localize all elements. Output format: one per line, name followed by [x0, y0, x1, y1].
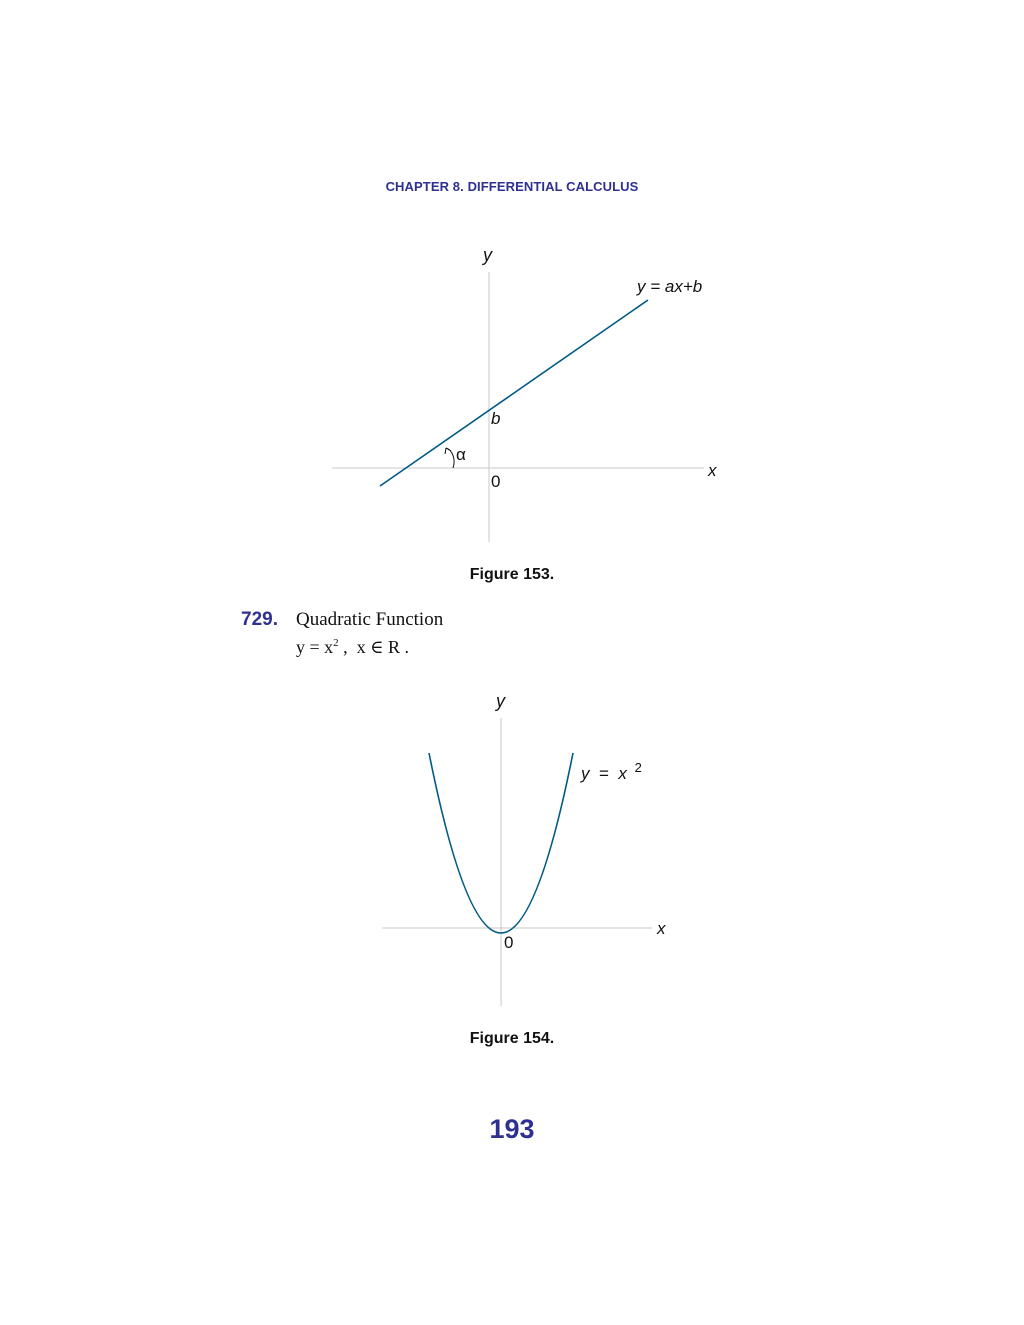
origin-label: 0: [504, 933, 514, 952]
figure-154-graph: [0, 680, 1024, 1080]
section-formula: [296, 637, 409, 658]
curve-label-lhs: y: [637, 277, 646, 296]
curve-label: [580, 760, 642, 783]
figure-154-caption: Figure 154.: [469, 1030, 555, 1047]
figure-153-caption: Figure 153.: [469, 566, 555, 583]
figure-153-graph: [0, 0, 1024, 560]
formula-domain: , x ∈ R .: [338, 637, 409, 657]
curve-label-lhs: y: [581, 764, 590, 783]
linear-curve: [380, 300, 648, 486]
running-head: CHAPTER 8. DIFFERENTIAL CALCULUS: [385, 179, 639, 194]
x-axis-label: x: [657, 919, 666, 938]
formula-main: y = x: [296, 637, 334, 657]
section-title: Quadratic Function: [296, 609, 444, 630]
curve-label: [636, 277, 702, 296]
curve-label-var: x: [618, 764, 627, 783]
angle-label: α: [456, 445, 466, 464]
page-number: 193: [489, 1114, 535, 1144]
curve-label-exponent: 2: [634, 760, 642, 775]
angle-arrowhead: [445, 448, 451, 454]
y-axis-label: y: [483, 245, 492, 265]
x-axis-label: x: [708, 461, 717, 480]
formula-exponent: 2: [333, 637, 339, 649]
y-axis-label: y: [496, 691, 505, 711]
intercept-label: b: [491, 409, 501, 428]
section-number: 729.: [241, 609, 278, 630]
curve-label-eq: =: [594, 764, 614, 783]
curve-label-rhs: = ax+b: [650, 277, 703, 296]
origin-label: 0: [491, 472, 501, 491]
